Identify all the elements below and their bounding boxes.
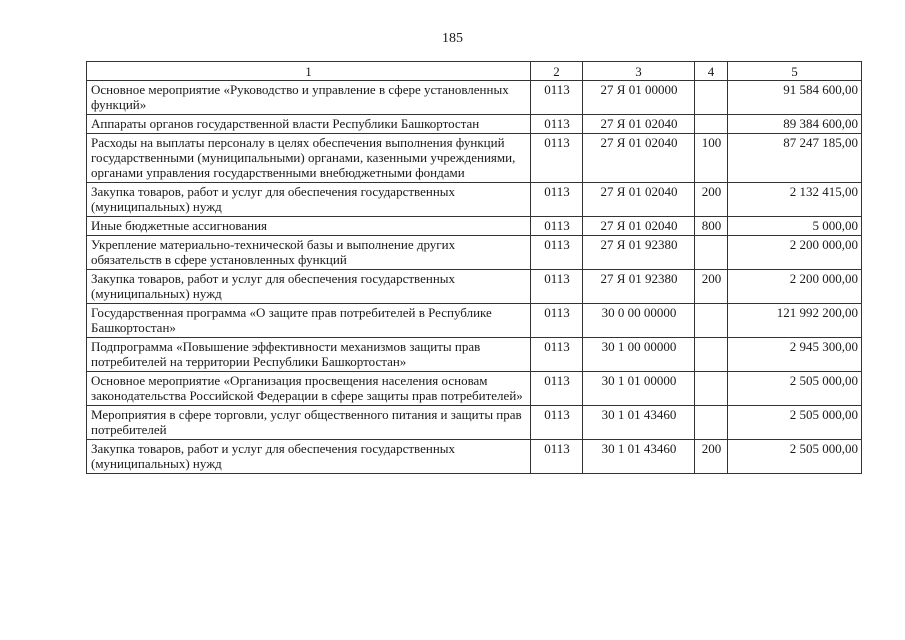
table-row xyxy=(87,406,862,440)
cell-target: 27 Я 01 92380 xyxy=(583,270,695,304)
cell-section: 0113 xyxy=(531,304,583,338)
table-row xyxy=(87,134,862,183)
cell-target: 27 Я 01 02040 xyxy=(583,217,695,236)
cell-section: 0113 xyxy=(531,338,583,372)
table-row xyxy=(87,304,862,338)
cell-name: Расходы на выплаты персоналу в целях обеспечения выполнения функций государственными (муниципальными) органами, казенными учреждениями, органами управления государственными внебюджетными фондами xyxy=(87,134,531,183)
cell-type: 200 xyxy=(695,270,728,304)
cell-section: 0113 xyxy=(531,270,583,304)
header-col-type: 4 xyxy=(695,62,728,81)
cell-type xyxy=(695,81,728,115)
header-col-target: 3 xyxy=(583,62,695,81)
table-row xyxy=(87,115,862,134)
cell-name: Аппараты органов государственной власти Республики Башкортостан xyxy=(87,115,531,134)
cell-name: Мероприятия в сфере торговли, услуг общественного питания и защиты прав потребителей xyxy=(87,406,531,440)
table-row xyxy=(87,440,862,474)
cell-target: 27 Я 01 02040 xyxy=(583,115,695,134)
cell-amount: 89 384 600,00 xyxy=(728,115,862,134)
cell-amount: 2 505 000,00 xyxy=(728,440,862,474)
cell-type xyxy=(695,338,728,372)
cell-target: 27 Я 01 02040 xyxy=(583,134,695,183)
cell-target: 30 0 00 00000 xyxy=(583,304,695,338)
page-number: 185 xyxy=(442,31,463,46)
cell-section: 0113 xyxy=(531,81,583,115)
cell-amount: 121 992 200,00 xyxy=(728,304,862,338)
cell-section: 0113 xyxy=(531,372,583,406)
cell-amount: 87 247 185,00 xyxy=(728,134,862,183)
cell-amount: 2 505 000,00 xyxy=(728,406,862,440)
cell-name: Подпрограмма «Повышение эффективности механизмов защиты прав потребителей на территории Республики Башкортостан» xyxy=(87,338,531,372)
header-row xyxy=(87,62,862,81)
cell-section: 0113 xyxy=(531,236,583,270)
cell-section: 0113 xyxy=(531,183,583,217)
cell-amount: 2 200 000,00 xyxy=(728,270,862,304)
header-col-section: 2 xyxy=(531,62,583,81)
table-row xyxy=(87,270,862,304)
cell-name: Основное мероприятие «Руководство и управление в сфере установленных функций» xyxy=(87,81,531,115)
cell-name: Закупка товаров, работ и услуг для обеспечения государственных (муниципальных) нужд xyxy=(87,270,531,304)
cell-type: 100 xyxy=(695,134,728,183)
header-col-name: 1 xyxy=(87,62,531,81)
header-col-amount: 5 xyxy=(728,62,862,81)
cell-amount: 2 200 000,00 xyxy=(728,236,862,270)
cell-type xyxy=(695,115,728,134)
cell-target: 27 Я 01 92380 xyxy=(583,236,695,270)
cell-type xyxy=(695,372,728,406)
table-row xyxy=(87,338,862,372)
cell-section: 0113 xyxy=(531,440,583,474)
cell-type xyxy=(695,304,728,338)
cell-section: 0113 xyxy=(531,406,583,440)
cell-amount: 2 945 300,00 xyxy=(728,338,862,372)
table-row xyxy=(87,183,862,217)
cell-name: Государственная программа «О защите прав потребителей в Республике Башкортостан» xyxy=(87,304,531,338)
cell-type xyxy=(695,236,728,270)
cell-type xyxy=(695,406,728,440)
table-row xyxy=(87,81,862,115)
cell-type: 200 xyxy=(695,440,728,474)
cell-amount: 2 505 000,00 xyxy=(728,372,862,406)
cell-amount: 5 000,00 xyxy=(728,217,862,236)
cell-name: Укрепление материально-технической базы и выполнение других обязательств в сфере установленных функций xyxy=(87,236,531,270)
cell-section: 0113 xyxy=(531,115,583,134)
cell-target: 30 1 01 43460 xyxy=(583,406,695,440)
cell-section: 0113 xyxy=(531,217,583,236)
cell-target: 27 Я 01 00000 xyxy=(583,81,695,115)
table-row xyxy=(87,372,862,406)
cell-name: Закупка товаров, работ и услуг для обеспечения государственных (муниципальных) нужд xyxy=(87,440,531,474)
cell-target: 30 1 00 00000 xyxy=(583,338,695,372)
cell-amount: 2 132 415,00 xyxy=(728,183,862,217)
cell-name: Закупка товаров, работ и услуг для обеспечения государственных (муниципальных) нужд xyxy=(87,183,531,217)
cell-amount: 91 584 600,00 xyxy=(728,81,862,115)
table-row xyxy=(87,217,862,236)
cell-target: 30 1 01 00000 xyxy=(583,372,695,406)
cell-type: 200 xyxy=(695,183,728,217)
cell-name: Основное мероприятие «Организация просвещения населения основам законодательства Российской Федерации в сфере защиты прав потребителей» xyxy=(87,372,531,406)
cell-target: 30 1 01 43460 xyxy=(583,440,695,474)
budget-table xyxy=(86,61,862,474)
cell-type: 800 xyxy=(695,217,728,236)
cell-section: 0113 xyxy=(531,134,583,183)
table-row xyxy=(87,236,862,270)
cell-target: 27 Я 01 02040 xyxy=(583,183,695,217)
cell-name: Иные бюджетные ассигнования xyxy=(87,217,531,236)
